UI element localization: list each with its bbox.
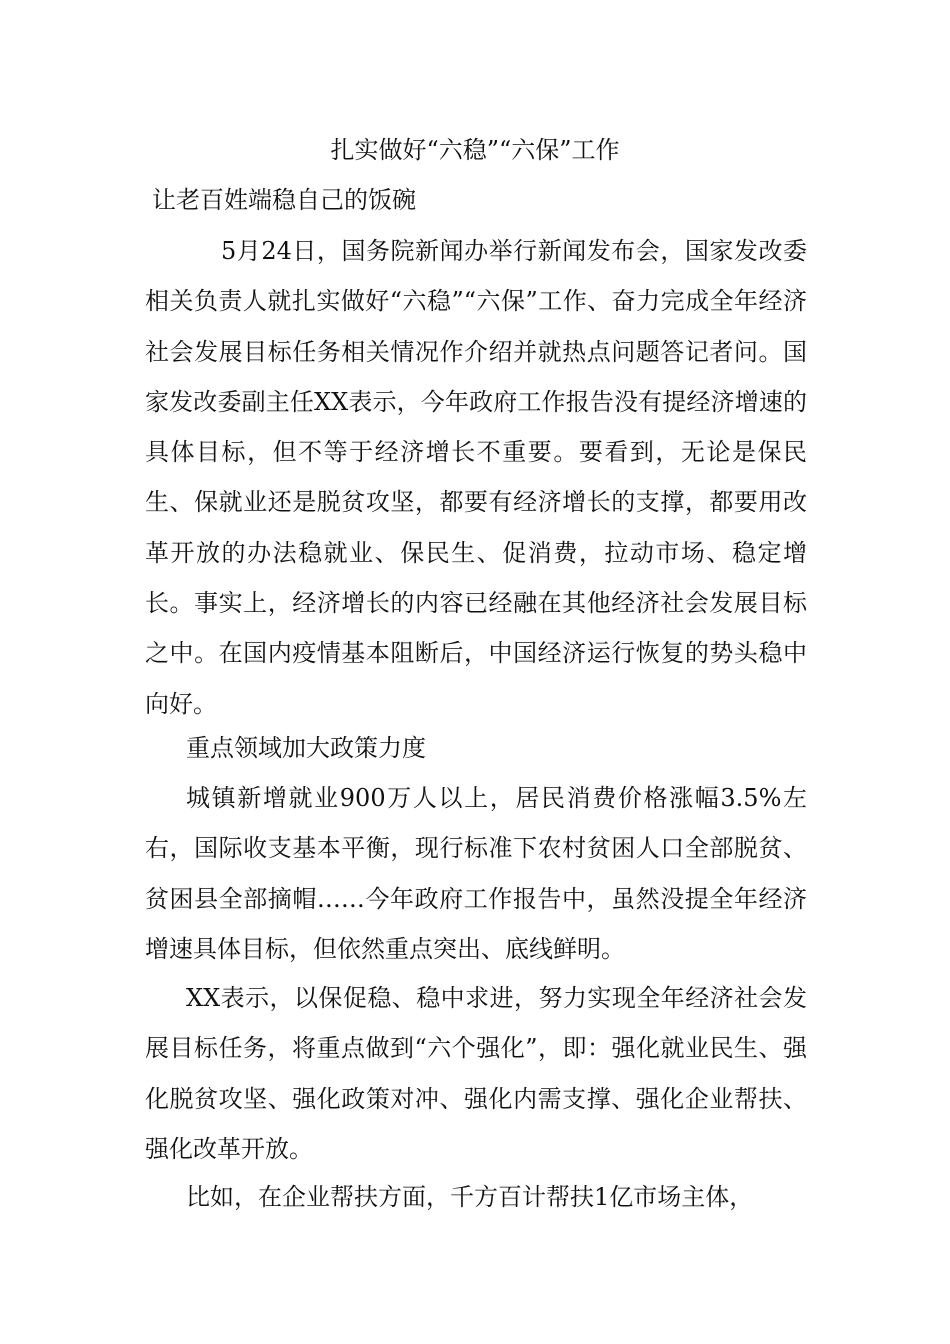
paragraph-3: XX表示，以保促稳、稳中求进，努力实现全年经济社会发展目标任务，将重点做到“六个强化”，即：强化就业民生、强化脱贫攻坚、强化政策对冲、强化内需支撑、强化企业帮扶、强化改革开放。 bbox=[145, 984, 807, 1163]
paragraph-2: 城镇新增就业900万人以上，居民消费价格涨幅3.5%左右，国际收支基本平衡，现行标准下农村贫困人口全部脱贫、贫困县全部摘帽……今年政府工作报告中，虽然没提全年经济增速具体目标，但依然重点突出、底线鲜明。 bbox=[145, 784, 807, 963]
section-heading: 重点领域加大政策力度 bbox=[186, 734, 426, 762]
paragraph-4: 比如，在企业帮扶方面，千方百计帮扶1亿市场主体， bbox=[186, 1183, 754, 1211]
document-subtitle: 让老百姓端稳自己的饭碗 bbox=[152, 186, 416, 214]
document-title: 扎实做好“六稳”“六保”工作 bbox=[330, 136, 620, 164]
paragraph-1: 5月24日，国务院新闻办举行新闻发布会，国家发改委相关负责人就扎实做好“六稳”“六保”工作、奋力完成全年经济社会发展目标任务相关情况作介绍并就热点问题答记者问。国家发改委副主任XX表示，今年政府工作报告没有提经济增速的具体目标，但不等于经济增长不重要。要看到，无论是保民生、保就业还是脱贫攻坚，都要有经济增长的支撑，都要用改革开放的办法稳就业、保民生、促消费，拉动市场、稳定增长。事实上，经济增长的内容已经融在其他经济社会发展目标之中。在国内疫情基本阻断后，中国经济运行恢复的势头稳中向好。 bbox=[145, 237, 807, 718]
